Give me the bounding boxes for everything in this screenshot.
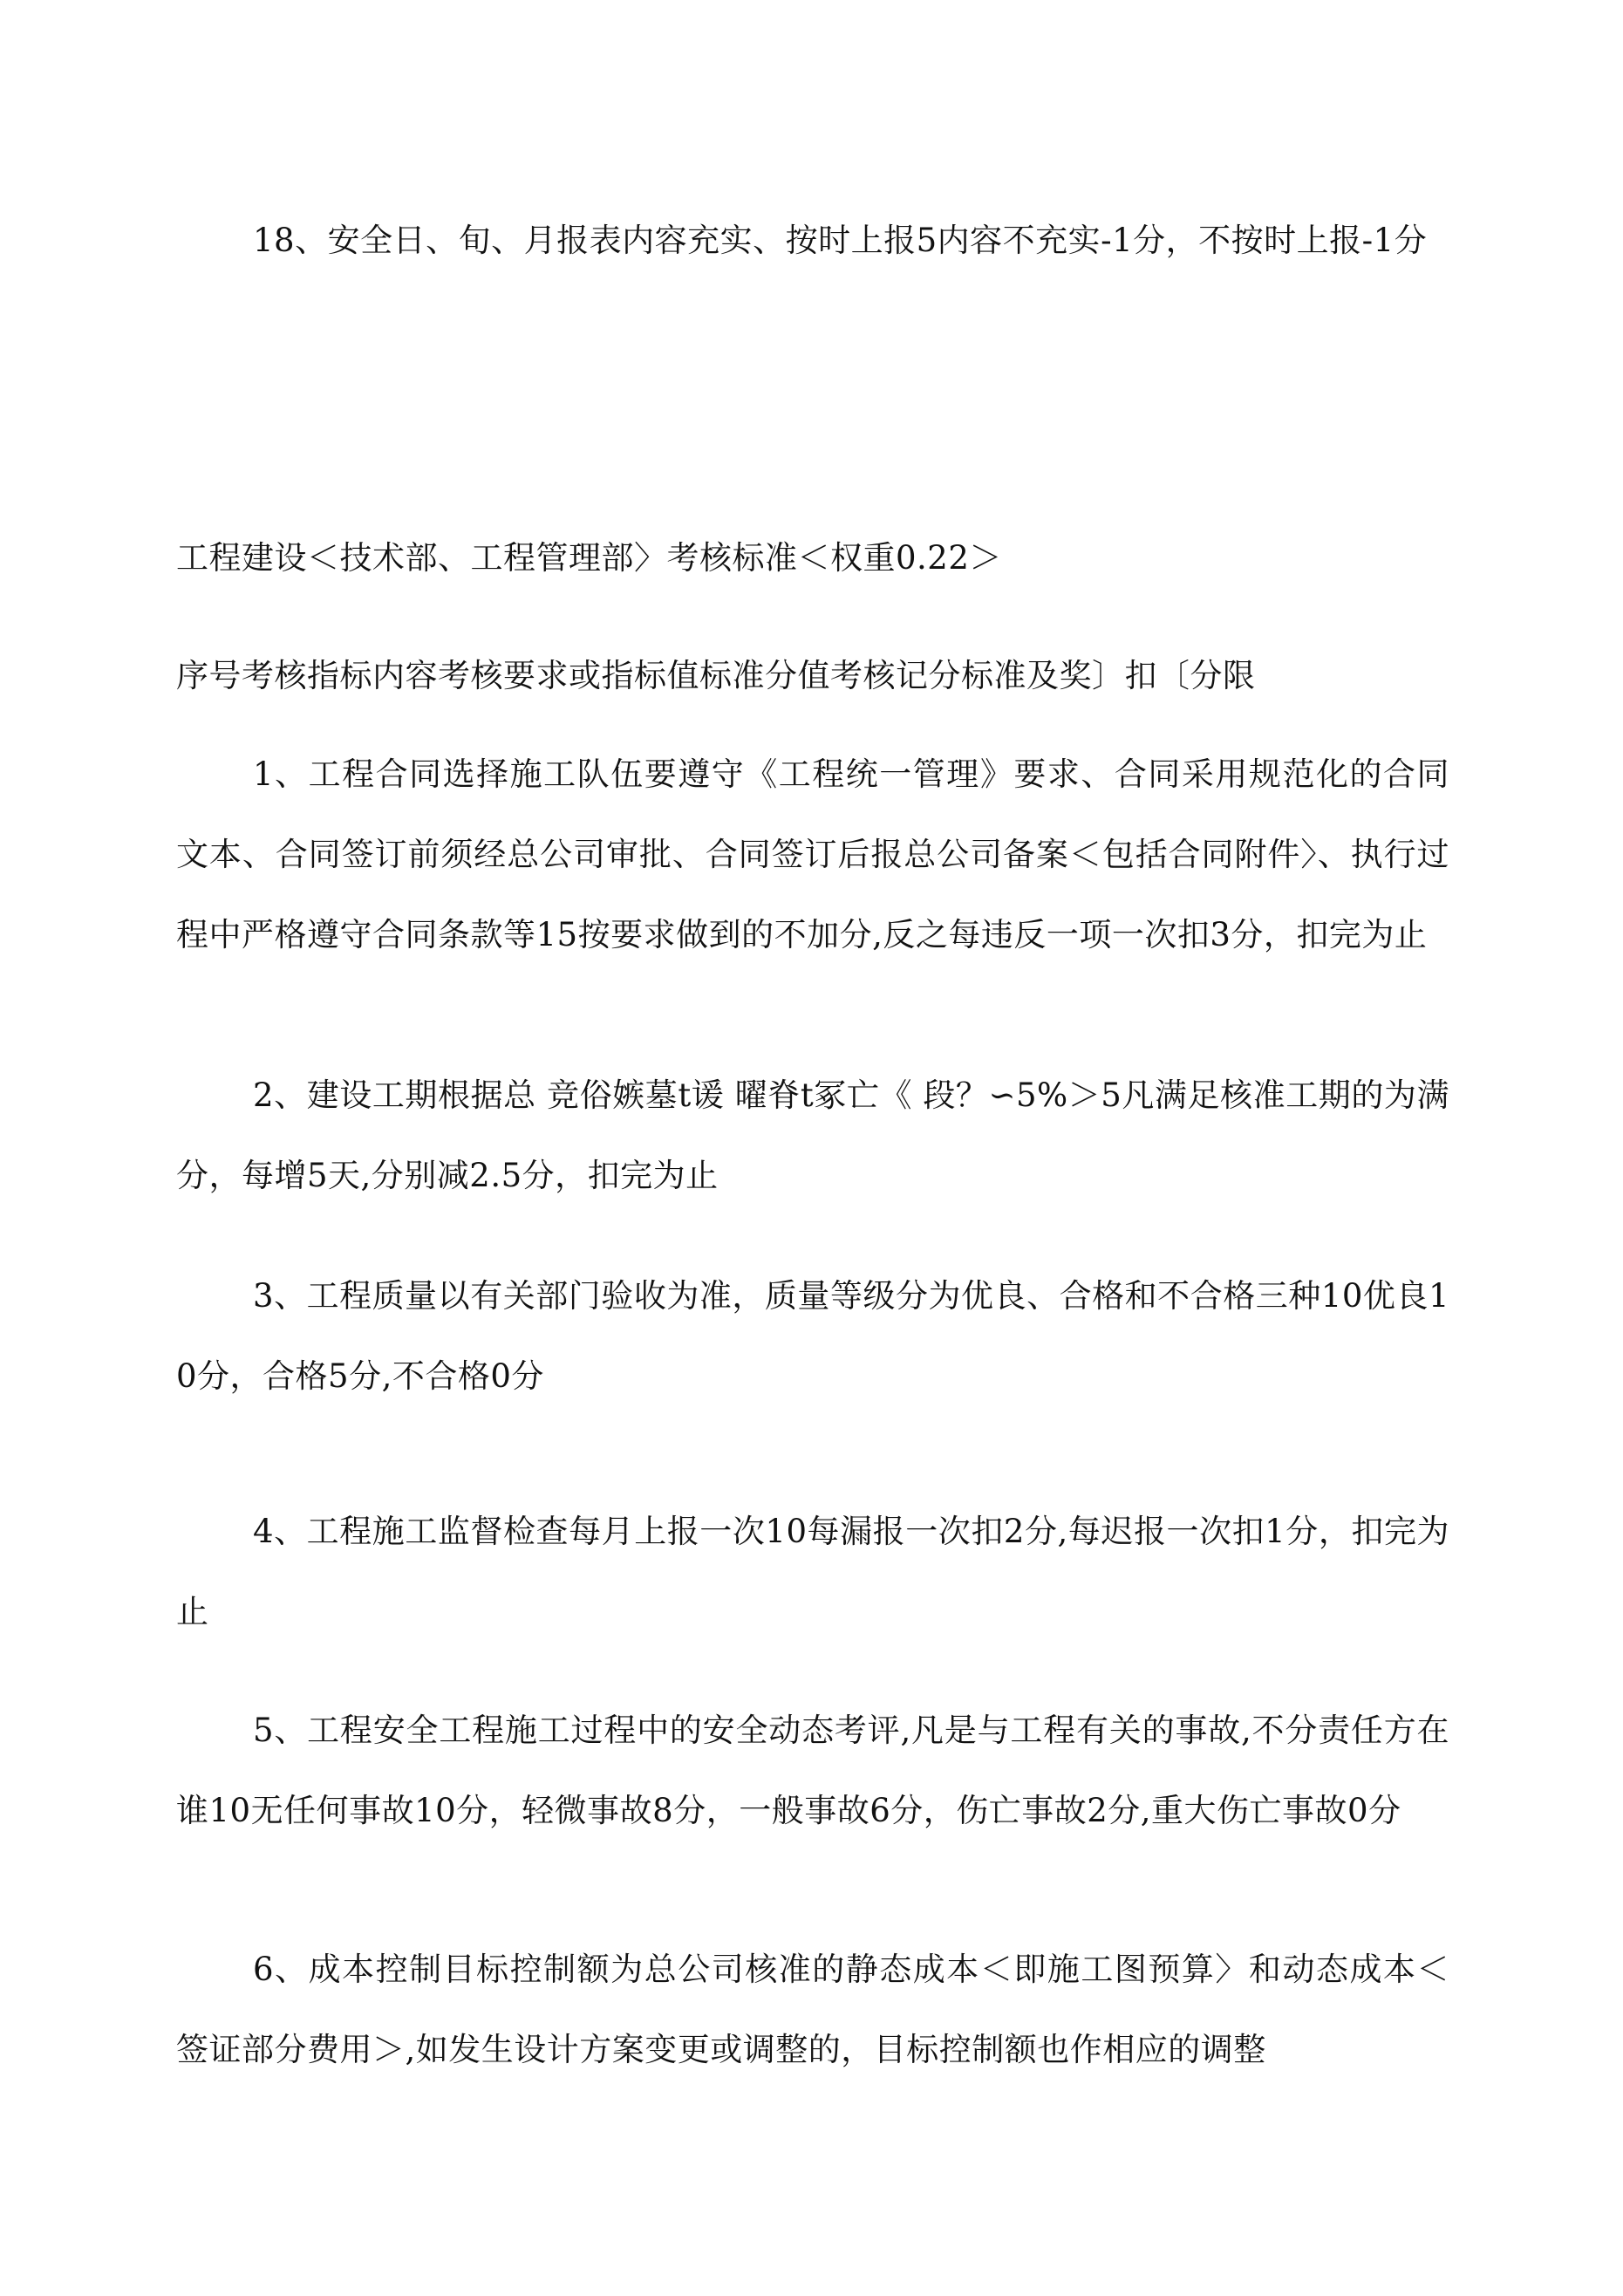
paragraph-item-3: 3、工程质量以有关部门验收为准，质量等级分为优良、合格和不合格三种10优良10分，合格5分,不合格0分 bbox=[176, 1277, 1449, 1395]
paragraph-item-6: 6、成本控制目标控制额为总公司核准的静态成本＜即施工图预算〉和动态成本＜签证部分费用＞,如发生设计方案变更或调整的，目标控制额也作相应的调整 bbox=[176, 1951, 1449, 2068]
paragraph-item-1: 1、工程合同选择施工队伍要遵守《工程统一管理》要求、合同采用规范化的合同文本、合同签订前须经总公司审批、合同签订后报总公司备案＜包括合同附件〉、执行过程中严格遵守合同条款等15按要求做到的不加分,反之每违反一项一次扣3分，扣完为止 bbox=[176, 755, 1449, 953]
paragraph-item-4: 4、工程施工监督检查每月上报一次10每漏报一次扣2分,每迟报一次扣1分，扣完为止 bbox=[176, 1513, 1449, 1630]
paragraph-item-2: 2、建设工期根据总 竞俗嫉墓t谖 曜脊t冢亡《 段？∽5%＞5凡满足核准工期的为满分，每增5天,分别减2.5分，扣完为止 bbox=[176, 1076, 1449, 1194]
paragraph-item-5: 5、工程安全工程施工过程中的安全动态考评,凡是与工程有关的事故,不分责任方在谁10无任何事故10分，轻微事故8分，一般事故6分，伤亡事故2分,重大伤亡事故0分 bbox=[176, 1712, 1449, 1829]
table-header-line: 序号考核指标内容考核要求或指标值标准分值考核记分标准及奖〕扣〔分限 bbox=[176, 657, 1256, 694]
section-title: 工程建设＜技术部、工程管理部〉考核标准＜权重0.22＞ bbox=[176, 539, 1002, 577]
paragraph-item-18: 18、安全日、旬、月报表内容充实、按时上报5内容不充实-1分，不按时上报-1分 bbox=[253, 222, 1428, 259]
